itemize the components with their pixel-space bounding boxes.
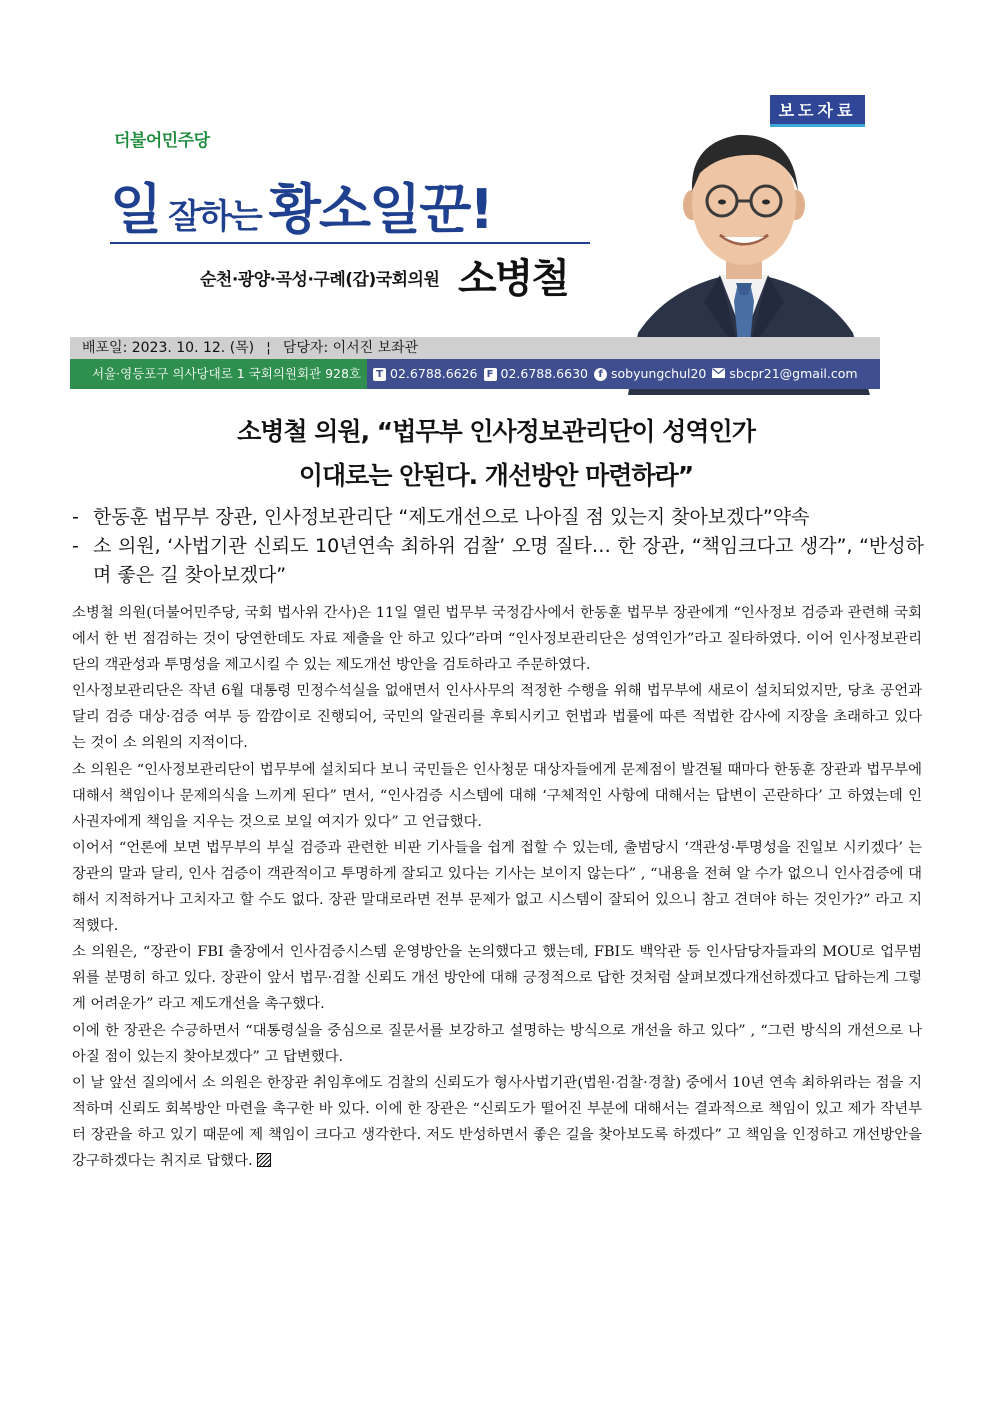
body-paragraph: 소병철 의원(더불어민주당, 국회 법사위 간사)은 11일 열린 법무부 국정감사에서 한동훈 법무부 장관에게 “인사정보 검증과 관련해 국회에서 한 번 점검하는 것이 당연한데도 자료 제출을 안 하고 있다”라며 “인사정보관리단은 성역인가”라고 질타하였다. 이어 인사정보관리단의 객관성과 투명성을 제고시킬 수 있는 제도개선 방안을 검토하라고 주문하였다.	[72, 605, 922, 674]
info-separator: ¦	[266, 340, 271, 356]
fax-number: 02.6788.6630	[500, 366, 588, 381]
party-logo: 더불어민주당	[114, 131, 210, 151]
facebook-handle: sobyungchul20	[611, 366, 707, 381]
slogan-divider	[110, 242, 590, 244]
email-address: sbcpr21@gmail.com	[729, 366, 858, 381]
press-header	[70, 95, 880, 395]
release-info-bar	[70, 337, 880, 359]
body-paragraph: 소 의원은, “장관이 FBI 출장에서 인사검증시스템 운영방안을 논의했다고 했는데, FBI도 백악관 등 인사담당자들과의 MOU로 업무범위를 분명히 하고 있다. 장관이 앞서 법무·검찰 신뢰도 개선 방안에 대해 긍정적으로 답한 것처럼 살펴보겠다개선하겠다고 답하는게 그렇게 어려운가” 라고 제도개선을 촉구했다.	[72, 944, 922, 1013]
body-paragraph: 이어서 “언론에 보면 법무부의 부실 검증과 관련한 비판 기사들을 쉽게 접할 수 있는데, 출범당시 ‘객관성·투명성을 진일보 시키겠다’ 는 장관의 말과 달리, 인사 검증이 객관적이고 투명하게 잘되고 있다는 기사는 보이지 않는다” , “내용을 전혀 알 수가 없으니 인사검증에 대해서 지적하거나 고치자고 할 수도 없다. 장관 말대로라면 전부 문제가 없고 시스템이 잘되어 있으니 참고 견뎌야 하는 것인가?” 라고 지적했다.	[72, 839, 922, 935]
phone-icon: T	[373, 368, 386, 381]
subheadline-text: 소 의원, ‘사법기관 신뢰도 10년연속 최하위 검찰’ 오명 질타… 한 장관, “책임크다고 생각”, “반성하며 좋은 길 찾아보겠다”	[93, 535, 924, 586]
end-mark-icon	[257, 1153, 271, 1167]
release-date: 배포일: 2023. 10. 12. (목)	[82, 340, 255, 356]
slogan-part-2: 잘하는	[168, 197, 261, 237]
body-paragraph-last	[72, 1070, 922, 1174]
headline-line-2: 이대로는 안된다. 개선방안 마련하라”	[298, 461, 694, 490]
slogan	[110, 167, 492, 244]
headline-line-1: 소병철 의원, “법무부 인사정보관리단이 성역인가	[237, 417, 755, 446]
phone-item	[373, 359, 477, 389]
press-release-badge: 보도자료	[770, 95, 865, 127]
fax-icon: F	[484, 368, 497, 381]
body-paragraph-text: 이 날 앞선 질의에서 소 의원은 한장관 취임후에도 검찰의 신뢰도가 형사사법기관(법원·검찰·경찰) 중에서 10년 연속 최하위라는 점을 지적하며 신뢰도 회복방안 마련을 촉구한 바 있다. 이에 한 장관은 “신뢰도가 떨어진 부분에 대해서는 결과적으로 책임이 있고 제가 작년부터 장관을 하고 있기 때문에 제 책임이 크다고 생각한다. 저도 반성하면서 좋은 길을 찾아보도록 하겠다” 고 책임을 인정하고 개선방안을 강구하겠다는 취지로 답했다.	[72, 1074, 922, 1169]
bullet-dash: -	[72, 506, 79, 528]
headline	[70, 410, 922, 498]
body-paragraph: 인사정보관리단은 작년 6월 대통령 민정수석실을 없애면서 인사사무의 적정한 수행을 위해 법무부에 새로이 설치되었지만, 당초 공언과 달리 검증 대상·검증 여부 등 깜깜이로 진행되어, 국민의 알권리를 후퇴시키고 헌법과 법률에 따른 적법한 감사에 지장을 초래하고 있다는 것이 소 의원의 지적이다.	[72, 683, 922, 752]
fax-item	[484, 359, 588, 389]
phone-number: 02.6788.6626	[390, 366, 478, 381]
subheadline-text: 한동훈 법무부 장관, 인사정보관리단 “제도개선으로 나아질 점 있는지 찾아보겠다”약속	[93, 506, 810, 528]
subheadline	[72, 532, 924, 590]
article-body	[72, 600, 922, 1174]
facebook-icon: f	[594, 368, 607, 381]
contact-person: 담당자: 이서진 보좌관	[282, 340, 419, 356]
body-paragraph: 이에 한 장관은 수긍하면서 “대통령실을 중심으로 질문서를 보강하고 설명하는 방식으로 개선을 하고 있다” , “그런 방식의 개선으로 나아질 점이 있는지 찾아보겠다” 고 답변했다.	[72, 1022, 922, 1065]
slogan-part-3: 황소일꾼!	[268, 178, 493, 241]
bullet-dash: -	[72, 535, 79, 557]
subheadline	[72, 503, 924, 532]
slogan-part-1: 일	[110, 178, 161, 241]
facebook-item	[594, 359, 706, 389]
constituency-label: 순천·광양·곡성·구례(갑)국회의원	[200, 270, 440, 290]
member-name: 소병철	[458, 256, 568, 302]
envelope-icon	[712, 359, 725, 389]
body-paragraph: 소 의원은 “인사정보관리단이 법무부에 설치되다 보니 국민들은 인사청문 대상자들에게 문제점이 발견될 때마다 한동훈 장관과 법무부에 대해서 책임이나 문제의식을 느끼게 된다” 면서, “인사검증 시스템에 대해 ‘구체적인 사항에 대해서는 답변이 곤란하다’ 고 하였는데 인사권자에게 책임을 지우는 것으로 보일 여지가 있다” 고 언급했다.	[72, 761, 922, 830]
subheadlines	[72, 503, 924, 590]
email-item	[712, 359, 857, 389]
office-address: 서울·영등포구 의사당대로 1 국회의원회관 928호	[70, 359, 367, 389]
contact-bar	[70, 359, 880, 389]
